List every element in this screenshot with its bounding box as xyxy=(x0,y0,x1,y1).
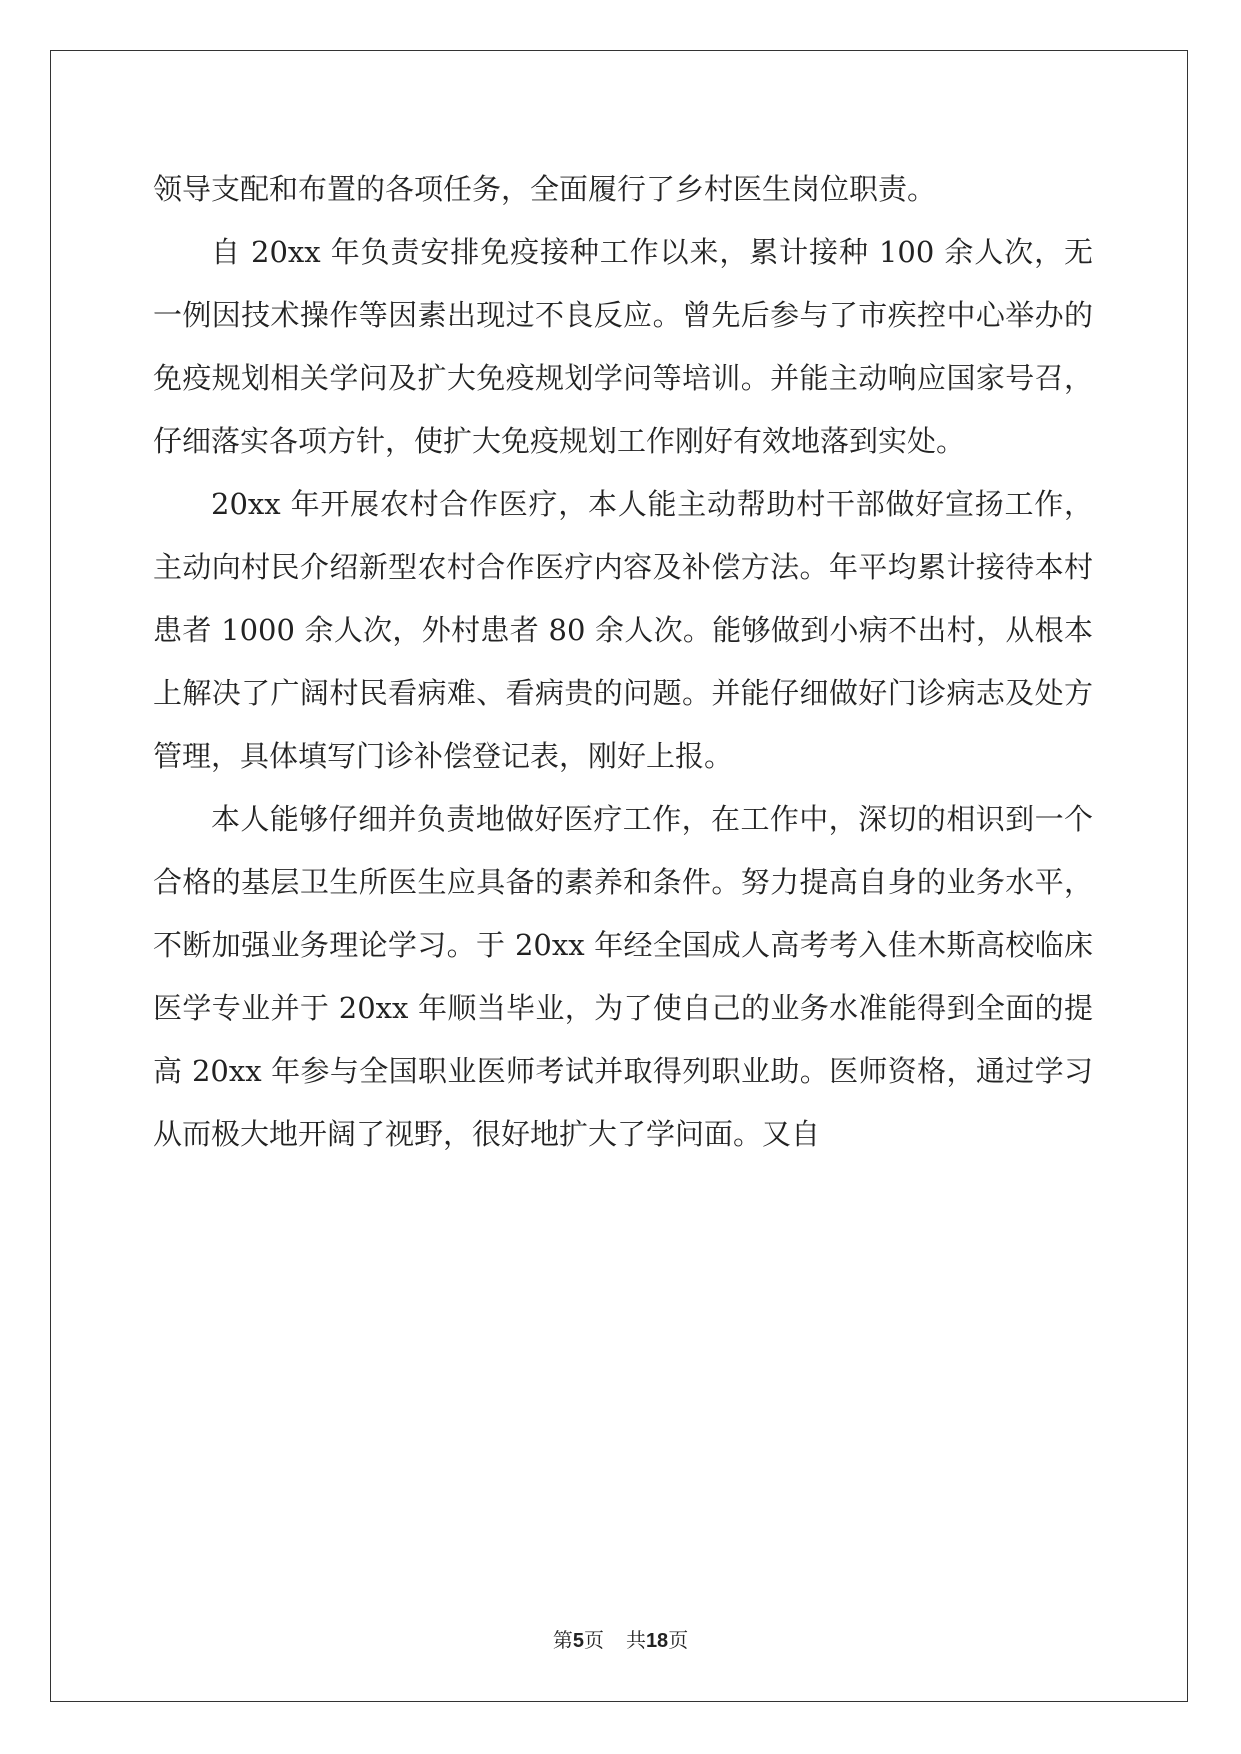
total-suffix: 页 xyxy=(668,1628,689,1652)
paragraph-continuation: 领导支配和布置的各项任务，全面履行了乡村医生岗位职责。 xyxy=(153,172,937,206)
paragraph-professional-study: 本人能够仔细并负责地做好医疗工作，在工作中，深切的相识到一个合格的基层卫生所医生应具备的素养和条件。努力提高自身的业务水平，不断加强业务理论学习。于 20xx 年经全国成人高考考入佳木斯高校临床医学专业并于 20xx 年顺当毕业，为了使自己的业务水准能得到全面的提高 20xx 年参与全国职业医师考试并取得列职业助。医师资格，通过学习从而极大地开阔了视野，很好地扩大了学问面。又自 xyxy=(153,802,1093,1151)
page-footer xyxy=(0,1624,1241,1653)
document-body xyxy=(153,158,1093,1166)
page-total: 18 xyxy=(645,1630,669,1652)
page-prefix: 第 xyxy=(552,1628,573,1652)
page-suffix: 页 xyxy=(583,1628,604,1652)
paragraph-immunization: 自 20xx 年负责安排免疫接种工作以来，累计接种 100 余人次，无一例因技术操作等因素出现过不良反应。曾先后参与了市疾控中心举办的免疫规划相关学问及扩大免疫规划学问等培训。并能主动响应国家号召，仔细落实各项方针，使扩大免疫规划工作刚好有效地落到实处。 xyxy=(153,235,1093,458)
page-number: 5 xyxy=(572,1630,584,1652)
paragraph-cooperative-medical: 20xx 年开展农村合作医疗，本人能主动帮助村干部做好宣扬工作，主动向村民介绍新型农村合作医疗内容及补偿方法。年平均累计接待本村患者 1000 余人次，外村患者 80 余人次。能够做到小病不出村，从根本上解决了广阔村民看病难、看病贵的问题。并能仔细做好门诊病志及处方管理，具体填写门诊补偿登记表，刚好上报。 xyxy=(153,487,1093,773)
total-prefix: 共 xyxy=(625,1628,646,1652)
